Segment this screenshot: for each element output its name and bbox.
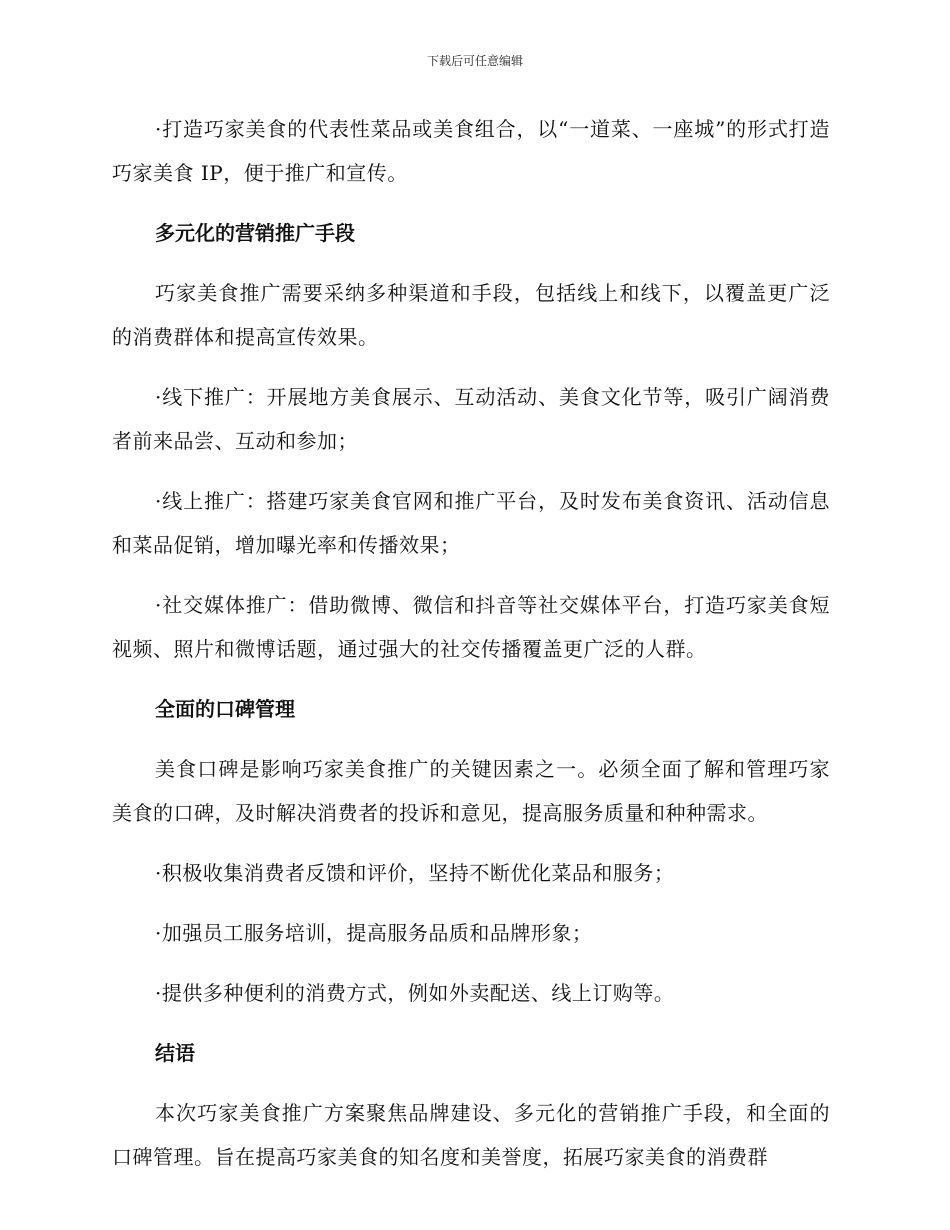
section-heading-marketing: 多元化的营销推广手段 [155, 221, 355, 245]
paragraph-signature-dish: ·打造巧家美食的代表性菜品或美食组合，以“一道菜、一座城”的形式打造巧家美食 IP，便于推广和宣传。 [112, 117, 830, 185]
paragraph-social-media-promotion: ·社交媒体推广：借助微博、微信和抖音等社交媒体平台，打造巧家美食短视频、照片和微博话题，通过强大的社交传播覆盖更广泛的人群。 [112, 593, 830, 661]
document-body [112, 107, 830, 1195]
paragraph-conclusion: 本次巧家美食推广方案聚焦品牌建设、多元化的营销推广手段，和全面的口碑管理。旨在提高巧家美食的知名度和美誉度，拓展巧家美食的消费群 [112, 1101, 830, 1169]
paragraph-online-promotion: ·线上推广：搭建巧家美食官网和推广平台，及时发布美食资讯、活动信息和菜品促销，增加曝光率和传播效果； [112, 489, 830, 557]
section-heading-conclusion: 结语 [155, 1041, 195, 1065]
section-heading-reputation: 全面的口碑管理 [155, 697, 295, 721]
paragraph-marketing-intro: 巧家美食推广需要采纳多种渠道和手段，包括线上和线下，以覆盖更广泛的消费群体和提高宣传效果。 [112, 281, 830, 349]
paragraph-convenient-consumption: ·提供多种便利的消费方式，例如外卖配送、线上订购等。 [155, 981, 675, 1005]
paragraph-feedback: ·积极收集消费者反馈和评价，坚持不断优化菜品和服务； [155, 861, 675, 885]
paragraph-offline-promotion: ·线下推广：开展地方美食展示、互动活动、美食文化节等，吸引广阔消费者前来品尝、互动和参加； [112, 385, 830, 453]
paragraph-reputation-intro: 美食口碑是影响巧家美食推广的关键因素之一。必须全面了解和管理巧家美食的口碑，及时解决消费者的投诉和意见，提高服务质量和种种需求。 [112, 757, 830, 825]
paragraph-staff-training: ·加强员工服务培训，提高服务品质和品牌形象； [155, 921, 593, 945]
page-header: 下载后可任意编辑 [426, 54, 523, 68]
